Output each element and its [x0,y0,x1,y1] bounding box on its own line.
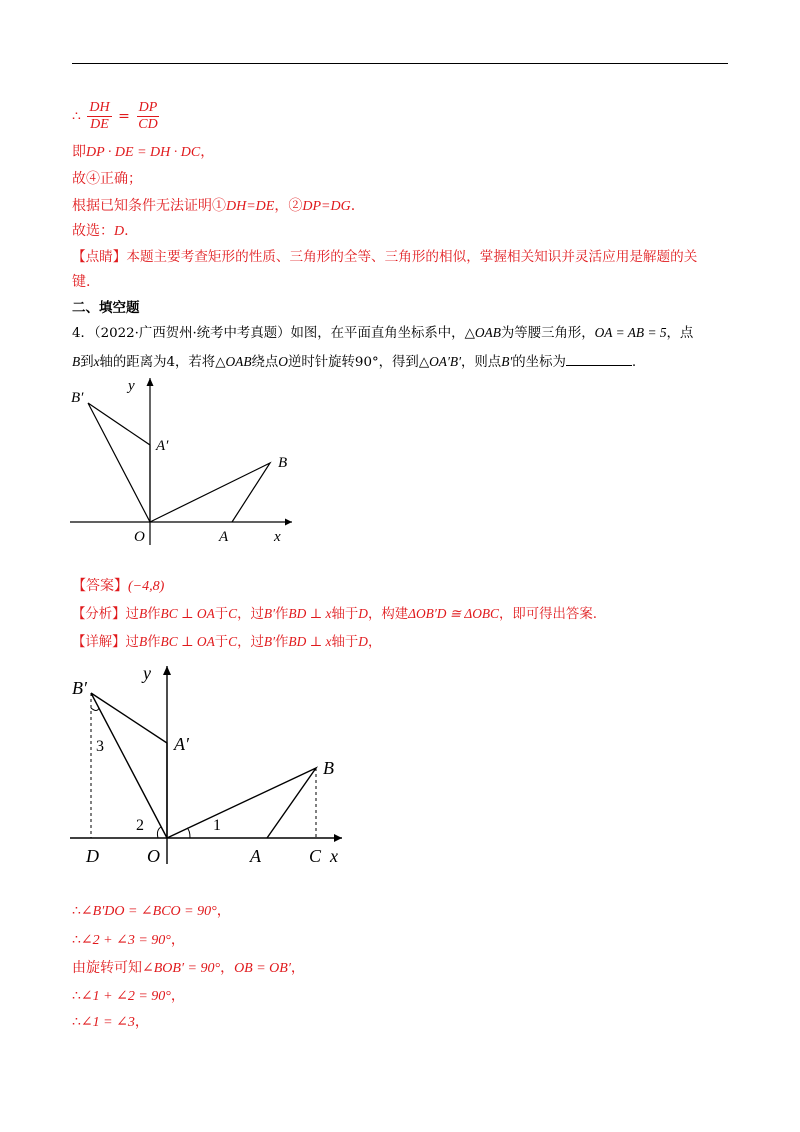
ratio-line: ∴ $\frac{DH}{DE}$ = $\frac{DP}{CD}$ [72,100,158,132]
question-line-1: 4．（2022·广西贺州·统考中考真题）如图，在平面直角坐标系中，△OAB为等腰三角形，OA = AB = 5，点 [72,325,694,341]
fraction-dh-de: $\frac{DH}{DE}$ [89,100,110,132]
label-angle-3: 3 [96,738,104,755]
product-line: 即DP · DE = DH · DC， [72,144,215,160]
answer-line: 【答案】(−4,8) [72,578,165,594]
label-y: y [128,378,135,394]
triangle-oab-prime [91,693,167,838]
choice-line: 故选：D. [72,223,129,239]
step-1: ∴∠B′DO = ∠BCO = 90°， [72,903,231,919]
label-a-prime: A′ [156,438,169,454]
question-line-2: B到x轴的距离为4，若将△OAB绕点O逆时针旋转90°，得到△OA′B′，则点B′的坐标为 . [72,351,636,373]
label-b-prime: B′ [72,678,87,698]
triangle-oab [167,768,316,838]
step-5: ∴∠1 = ∠3， [72,1014,149,1030]
y-axis-arrow-icon [163,666,171,675]
figure-question [60,375,300,550]
triangle-oab [150,463,270,522]
label-c: C [309,846,322,866]
label-x: x [330,846,338,866]
label-b-prime: B′ [71,390,84,406]
x-axis-arrow-icon [334,834,342,842]
unprovable-line: 根据已知条件无法证明①DH=DE，②DP=DG. [72,198,356,214]
angle-3-arc [91,708,99,711]
detail-line: 【详解】过B作BC ⊥ OA于C，过B′作BD ⊥ x轴于D， [72,634,382,650]
label-angle-1: 1 [213,817,221,834]
therefore-symbol: ∴ [72,108,81,125]
x-axis-arrow-icon [285,519,292,526]
label-x: x [274,529,281,545]
step-3: 由旋转可知∠BOB′ = 90°，OB = OB′， [72,960,305,976]
label-b: B [323,758,334,778]
fraction-dp-cd: $\frac{DP}{CD}$ [138,100,158,132]
answer-blank [566,351,632,366]
section-title: 二、填空题 [72,300,140,316]
step-4: ∴∠1 + ∠2 = 90°， [72,988,185,1004]
conclusion-4: 故④正确； [72,171,142,187]
label-o: O [134,529,145,545]
label-a: A [219,529,229,545]
label-a-prime: A′ [174,734,189,754]
label-o: O [147,846,160,866]
label-y: y [143,663,151,683]
label-d: D [86,846,99,866]
analysis-line: 【分析】过B作BC ⊥ OA于C，过B′作BD ⊥ x轴于D，构建ΔOB′D ≅ ΔOBC，即可得出答案. [72,606,597,622]
step-2: ∴∠2 + ∠3 = 90°， [72,932,185,948]
label-a: A [250,846,261,866]
angle-1-arc [187,828,190,838]
header-rule [72,63,728,64]
label-angle-2: 2 [136,817,144,834]
triangle-oab-prime [88,403,150,522]
label-b: B [278,455,288,471]
y-axis-arrow-icon [147,378,154,386]
angle-2-arc [157,827,161,838]
comment-line-1: 【点睛】本题主要考查矩形的性质、三角形的全等、三角形的相似，掌握相关知识并灵活应用是解题的关 [72,249,698,265]
figure-solution [60,658,360,873]
comment-line-2: 键. [72,274,91,290]
